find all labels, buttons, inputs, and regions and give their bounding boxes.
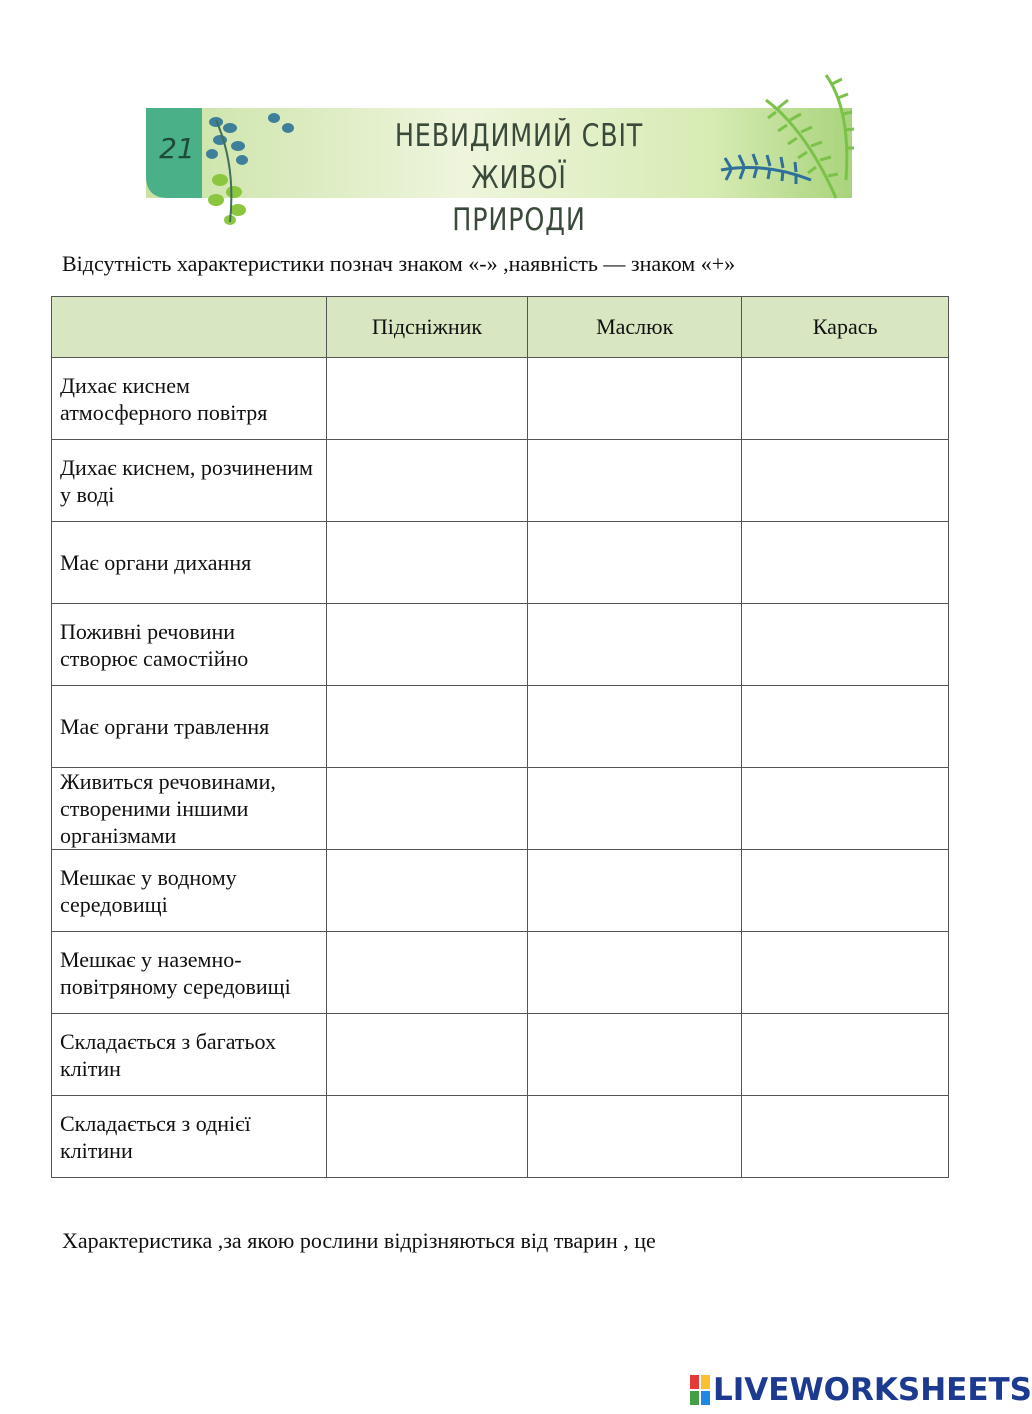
header-buttercup: Маслюк xyxy=(528,297,742,358)
header-snowdrop: Підсніжник xyxy=(326,297,527,358)
answer-cell[interactable] xyxy=(326,604,527,686)
answer-cell[interactable] xyxy=(528,850,742,932)
table-row xyxy=(52,604,949,686)
table-row xyxy=(52,932,949,1014)
table-row xyxy=(52,768,949,850)
answer-cell[interactable] xyxy=(326,686,527,768)
answer-cell[interactable] xyxy=(742,768,949,850)
logo-square-yellow xyxy=(701,1375,710,1389)
table-row xyxy=(52,440,949,522)
table-row xyxy=(52,850,949,932)
logo-square-green xyxy=(690,1391,699,1405)
row-label: Має органи травлення xyxy=(52,686,327,768)
answer-cell[interactable] xyxy=(326,1096,527,1178)
answer-cell[interactable] xyxy=(528,1014,742,1096)
table-header-row xyxy=(52,297,949,358)
answer-cell[interactable] xyxy=(528,768,742,850)
row-label: Дихає киснем атмосферного повітря xyxy=(52,358,327,440)
answer-cell[interactable] xyxy=(742,1014,949,1096)
answer-cell[interactable] xyxy=(742,440,949,522)
answer-cell[interactable] xyxy=(326,440,527,522)
row-label: Дихає киснем, розчиненим у воді xyxy=(52,440,327,522)
answer-cell[interactable] xyxy=(528,522,742,604)
answer-cell[interactable] xyxy=(742,358,949,440)
answer-cell[interactable] xyxy=(742,1096,949,1178)
answer-cell[interactable] xyxy=(528,1096,742,1178)
instruction-text: Відсутність характеристики познач знаком «-» ,наявність — знаком «+» xyxy=(62,251,736,276)
row-label: Складається з багатьох клітин xyxy=(52,1014,327,1096)
answer-cell[interactable] xyxy=(528,440,742,522)
answer-cell[interactable] xyxy=(742,686,949,768)
answer-cell[interactable] xyxy=(326,522,527,604)
answer-cell[interactable] xyxy=(742,522,949,604)
answer-cell[interactable] xyxy=(742,850,949,932)
chapter-title-line2: ПРИРОДИ xyxy=(452,202,586,238)
answer-cell[interactable] xyxy=(326,1014,527,1096)
table-row xyxy=(52,522,949,604)
answer-cell[interactable] xyxy=(326,768,527,850)
header-empty xyxy=(52,297,327,358)
answer-cell[interactable] xyxy=(528,686,742,768)
logo-square-red xyxy=(690,1375,699,1389)
answer-cell[interactable] xyxy=(742,604,949,686)
row-label: Має органи дихання xyxy=(52,522,327,604)
chapter-banner xyxy=(146,70,858,238)
question-text: Характеристика ,за якою рослини відрізняються від тварин , це xyxy=(62,1228,656,1253)
header-carp: Карась xyxy=(742,297,949,358)
row-label: Мешкає у наземно-повітряному середовищі xyxy=(52,932,327,1014)
chapter-title-line1: НЕВИДИМИЙ СВІТ ЖИВОЇ xyxy=(394,118,644,196)
row-label: Мешкає у водному середовищі xyxy=(52,850,327,932)
liveworksheets-logo xyxy=(690,1372,1032,1408)
table-row xyxy=(52,686,949,768)
answer-cell[interactable] xyxy=(326,932,527,1014)
logo-text: LIVEWORKSHEETS xyxy=(713,1372,1032,1408)
answer-cell[interactable] xyxy=(742,932,949,1014)
row-label: Живиться речовинами, створеними іншими організмами xyxy=(52,768,327,850)
answer-cell[interactable] xyxy=(528,358,742,440)
table-row xyxy=(52,1014,949,1096)
characteristics-table xyxy=(51,296,949,1178)
answer-cell[interactable] xyxy=(326,358,527,440)
row-label: Поживні речовини створює самостійно xyxy=(52,604,327,686)
table-row xyxy=(52,358,949,440)
answer-cell[interactable] xyxy=(528,932,742,1014)
row-label: Складається з однієї клітини xyxy=(52,1096,327,1178)
chapter-number: 21 xyxy=(159,132,195,165)
table-row xyxy=(52,1096,949,1178)
chapter-title xyxy=(351,115,687,241)
logo-square-blue xyxy=(701,1391,710,1405)
answer-cell[interactable] xyxy=(326,850,527,932)
answer-cell[interactable] xyxy=(528,604,742,686)
logo-icon xyxy=(690,1375,710,1405)
